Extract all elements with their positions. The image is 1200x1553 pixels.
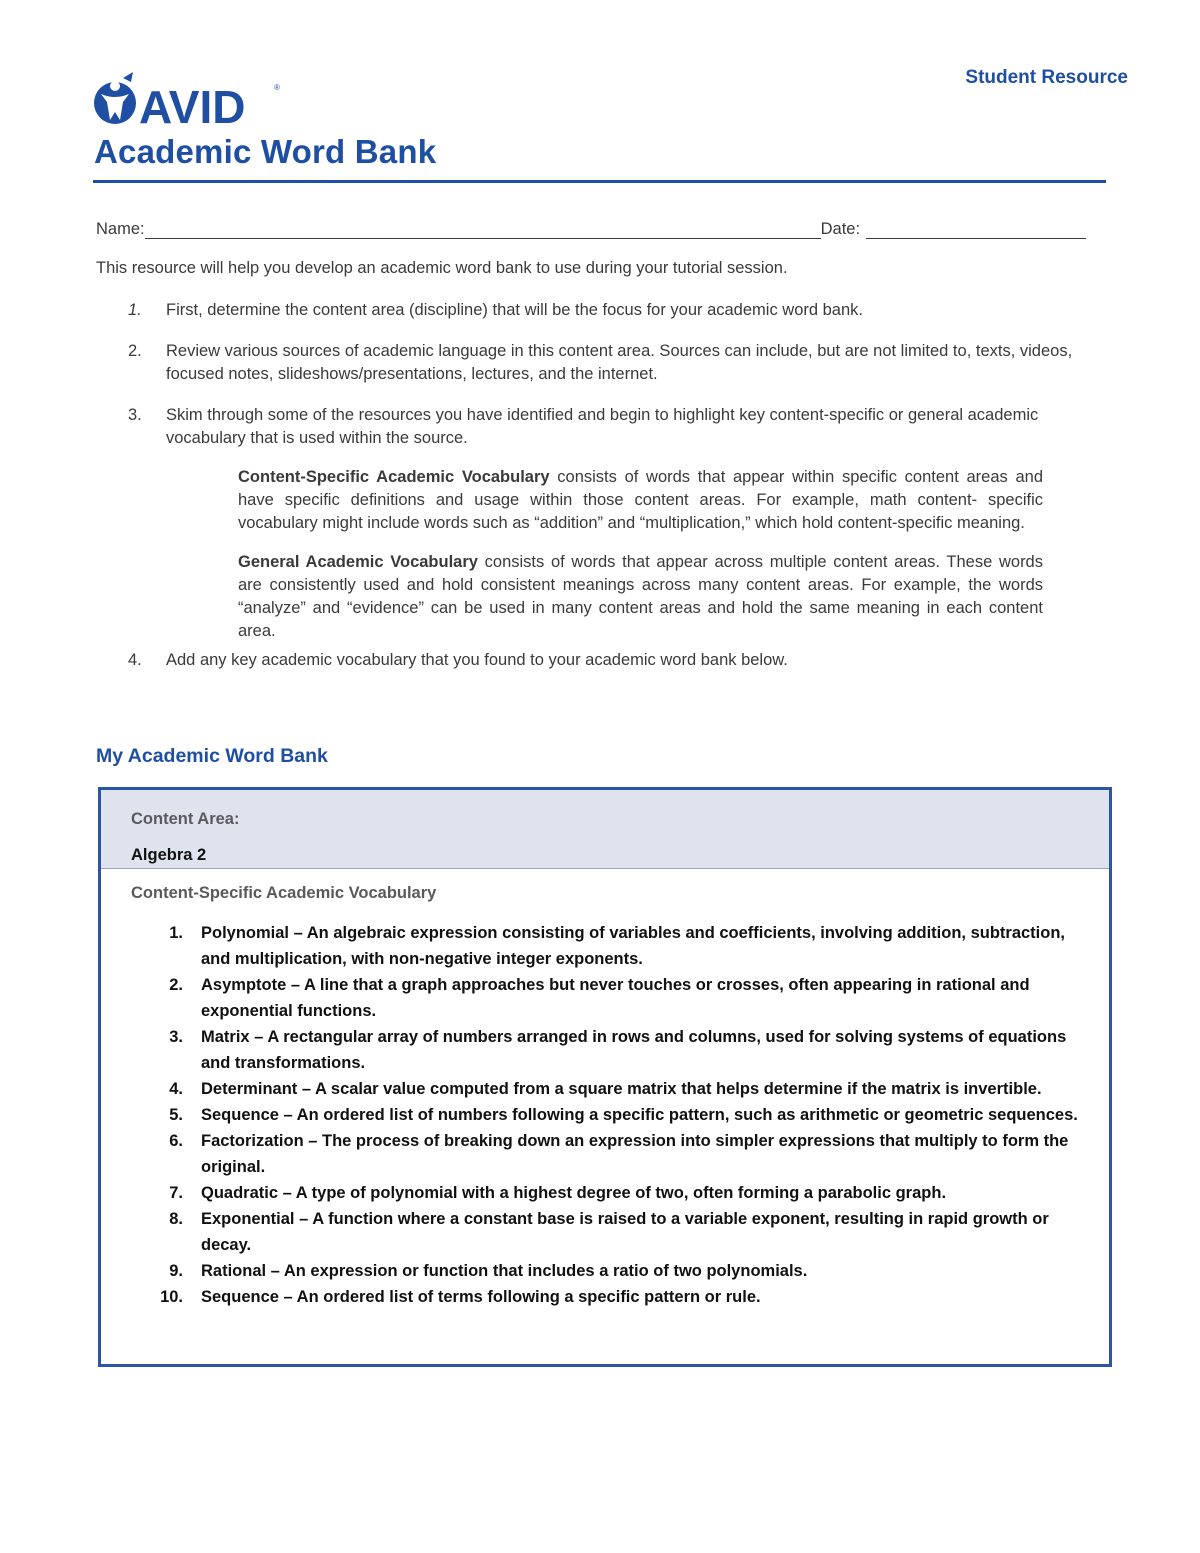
definition-text: consists of words that appear across multiple content areas. These words are consistently used and hold consistent meanings across many content areas. For example, the words “analyze” and “evidence” can be used in many content areas and hold the same meaning in each content area.	[238, 553, 1043, 640]
intro-text: This resource will help you develop an academic word bank to use during your tutorial session.	[96, 259, 788, 277]
step-number: 3.	[128, 406, 142, 424]
step-item	[96, 340, 1086, 386]
term-number: 6.	[169, 1132, 183, 1150]
term-number: 3.	[169, 1028, 183, 1046]
word-bank-box	[98, 787, 1112, 1367]
step-item	[96, 299, 1086, 322]
vocabulary-item	[131, 1258, 1091, 1284]
term-text: Determinant – A scalar value computed from a square matrix that helps determine if the matrix is invertible.	[201, 1080, 1042, 1098]
instruction-steps	[96, 299, 1086, 690]
term-number: 2.	[169, 976, 183, 994]
definition-term: General Academic Vocabulary	[238, 553, 478, 571]
term-number: 7.	[169, 1184, 183, 1202]
vocabulary-item	[131, 1284, 1091, 1310]
document-type-label: Student Resource	[965, 67, 1128, 88]
vocabulary-item	[131, 1024, 1091, 1076]
term-text: Rational – An expression or function that includes a ratio of two polynomials.	[201, 1262, 808, 1280]
definition-paragraph	[238, 466, 1043, 535]
term-number: 8.	[169, 1210, 183, 1228]
vocabulary-heading: Content-Specific Academic Vocabulary	[131, 884, 437, 902]
name-label: Name:	[96, 220, 145, 238]
header-divider	[93, 180, 1106, 183]
term-text: Sequence – An ordered list of terms following a specific pattern or rule.	[201, 1288, 761, 1306]
date-field[interactable]	[866, 220, 1086, 239]
term-text: Exponential – A function where a constant base is raised to a variable exponent, resulting in rapid growth or decay.	[201, 1210, 1049, 1254]
content-area-header	[101, 790, 1109, 869]
term-number: 1.	[169, 924, 183, 942]
content-area-label: Content Area:	[131, 810, 240, 828]
vocabulary-list	[131, 920, 1091, 1310]
term-text: Polynomial – An algebraic expression consisting of variables and coefficients, involving addition, subtraction, and multiplication, with non-negative integer exponents.	[201, 924, 1065, 968]
step-item	[96, 404, 1086, 643]
definition-paragraph	[238, 551, 1043, 643]
definition-text: consists of words that appear within specific content areas and have specific definitions and usage within those content areas. For example, math content- specific vocabulary might include words such as “addition” and “multiplication,” which hold content-specific meaning.	[238, 468, 1043, 532]
step-text: First, determine the content area (discipline) that will be the focus for your academic word bank.	[166, 301, 863, 319]
vocabulary-definitions	[166, 466, 1043, 643]
term-number: 4.	[169, 1080, 183, 1098]
svg-text:AVID: AVID	[139, 81, 246, 133]
date-label: Date:	[820, 220, 861, 238]
step-number: 2.	[128, 342, 142, 360]
vocabulary-item	[131, 1128, 1091, 1180]
page-title: Academic Word Bank	[94, 133, 437, 170]
term-number: 5.	[169, 1106, 183, 1124]
term-text: Quadratic – A type of polynomial with a highest degree of two, often forming a parabolic graph.	[201, 1184, 947, 1202]
term-number: 9.	[169, 1262, 183, 1280]
step-item	[96, 649, 1086, 672]
step-number: 1.	[128, 301, 142, 319]
name-date-fields	[96, 220, 1106, 239]
step-text: Review various sources of academic language in this content area. Sources can include, but are not limited to, texts, videos, focused notes, slideshows/presentations, lectures, and the internet.	[166, 342, 1073, 383]
term-text: Factorization – The process of breaking down an expression into simpler expressions that multiply to form the original.	[201, 1132, 1069, 1176]
vocabulary-item	[131, 1206, 1091, 1258]
vocabulary-item	[131, 1102, 1091, 1128]
term-text: Matrix – A rectangular array of numbers arranged in rows and columns, used for solving systems of equations and transformations.	[201, 1028, 1067, 1072]
step-number: 4.	[128, 651, 142, 669]
term-text: Sequence – An ordered list of numbers following a specific pattern, such as arithmetic or geometric sequences.	[201, 1106, 1078, 1124]
name-field[interactable]	[145, 220, 821, 239]
vocabulary-item	[131, 920, 1091, 972]
term-number: 10.	[160, 1288, 183, 1306]
word-bank-heading: My Academic Word Bank	[96, 745, 328, 767]
step-text: Add any key academic vocabulary that you found to your academic word bank below.	[166, 651, 788, 669]
vocabulary-item	[131, 1180, 1091, 1206]
definition-term: Content-Specific Academic Vocabulary	[238, 468, 550, 486]
svg-text:®: ®	[274, 83, 280, 92]
avid-logo	[93, 70, 293, 136]
vocabulary-item	[131, 1076, 1091, 1102]
term-text: Asymptote – A line that a graph approaches but never touches or crosses, often appearing in rational and exponential functions.	[201, 976, 1030, 1020]
content-area-value[interactable]: Algebra 2	[131, 846, 207, 864]
vocabulary-item	[131, 972, 1091, 1024]
step-text: Skim through some of the resources you have identified and begin to highlight key content-specific or general academic vocabulary that is used within the source.	[166, 406, 1039, 447]
